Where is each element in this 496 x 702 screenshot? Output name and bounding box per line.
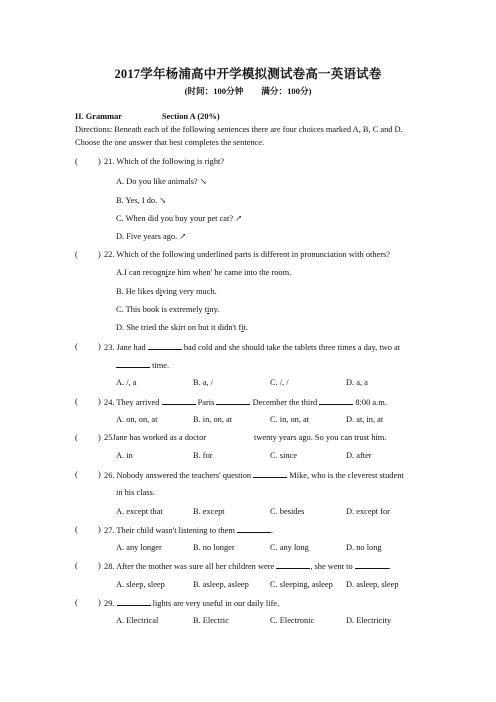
answer-paren-open: ( [75, 250, 78, 259]
q21-option-b: B. Yes, I do. ↘ [116, 196, 167, 205]
q23-option-b: B. a, / [193, 378, 214, 387]
directions-line-2: Choose the one answer that best completes the sentence. [75, 138, 265, 147]
q28-option-a: A. sleep, sleep [116, 580, 165, 589]
q28-option-c: C. sleeping, asleep [270, 580, 333, 589]
q26-option-b: B. except [193, 507, 225, 516]
answer-blank [319, 397, 353, 405]
answer-blank [117, 598, 151, 606]
answer-paren-close: ) [98, 342, 101, 351]
section-part: II. Grammar [75, 112, 122, 121]
question-25-stem-b: twenty years ago. So you can trust him. [254, 433, 387, 442]
time-limit: (时间：100分钟 [184, 86, 244, 96]
q25-option-b: B. for [193, 451, 213, 460]
section-name: Section A (20%) [162, 112, 220, 121]
answer-paren-open: ( [75, 525, 78, 534]
q22-option-a: A.I can recognize him when' he came into the room. [116, 268, 292, 277]
q25-option-d: D. after [346, 451, 372, 460]
question-29-stem: 29. lights are very useful in our daily life. [104, 599, 280, 608]
q29-option-d: D. Electricity [346, 616, 392, 625]
answer-paren-close: ) [98, 561, 101, 570]
directions-line-1: Directions: Beneath each of the following sentences there are four choices marked A, B, C and D. [75, 125, 403, 134]
answer-blank [276, 561, 310, 569]
answer-paren-open: ( [75, 397, 78, 406]
answer-blank [237, 525, 271, 533]
answer-paren-close: ) [98, 157, 101, 166]
q26-option-c: C. besides [270, 507, 305, 516]
page-subtitle [0, 85, 496, 97]
q26-option-d: D. except for [346, 507, 390, 516]
q27-option-c: C. any long [270, 543, 309, 552]
q29-option-c: C. Electronic [270, 616, 315, 625]
q21-option-a: A. Do you like animals? ↘ [116, 177, 207, 186]
q26-option-a: A. except that [116, 507, 163, 516]
q25-option-a: A. in [116, 451, 133, 460]
answer-paren-open: ( [75, 598, 78, 607]
answer-paren-open: ( [75, 342, 78, 351]
question-26-stem: 26. Nobody answered the teachers' question Mike, who is the cleverest student [104, 471, 404, 480]
q21-option-c: C. When did you buy your pet cat? ↗ [116, 214, 243, 223]
answer-paren-close: ) [98, 470, 101, 479]
full-score: 满分：100分) [261, 86, 312, 96]
q25-option-c: C. since [270, 451, 297, 460]
answer-blank [162, 397, 196, 405]
underlined-letter: i [207, 305, 210, 314]
answer-paren-close: ) [98, 433, 101, 442]
q21-option-d: D. Five years ago. ↗ [116, 232, 187, 241]
answer-blank [148, 342, 182, 350]
page-title: 2017学年杨浦高中开学模拟测试卷高一英语试卷 [114, 67, 382, 81]
q29-option-a: A. Electrical [116, 616, 159, 625]
question-21-stem: 21. Which of the following is right? [104, 157, 225, 166]
q27-option-a: A. any longer [116, 543, 162, 552]
answer-paren-close: ) [98, 250, 101, 259]
answer-paren-open: ( [75, 561, 78, 570]
answer-paren-open: ( [75, 433, 78, 442]
question-22-stem: 22. Which of the following underlined parts is different in pronunciation with others? [104, 250, 391, 259]
answer-paren-close: ) [98, 397, 101, 406]
q28-option-b: B. asleep, asleep [193, 580, 249, 589]
q23-option-a: A. /, a [116, 378, 137, 387]
question-26-stem-cont: in his class. [116, 488, 155, 497]
answer-paren-close: ) [98, 598, 101, 607]
answer-blank [216, 397, 250, 405]
answer-paren-open: ( [75, 157, 78, 166]
q27-option-d: D. no long [346, 543, 382, 552]
q23-option-d: D. a, a [346, 378, 368, 387]
answer-blank [116, 360, 150, 368]
q22-option-b: B. He likes diving very much. [116, 287, 217, 296]
q23-option-c: C. /, / [270, 378, 289, 387]
underlined-letter: i [241, 323, 244, 332]
answer-paren-close: ) [98, 525, 101, 534]
answer-blank [355, 561, 389, 569]
q24-option-c: C. in, on, at [270, 415, 310, 424]
answer-blank [253, 470, 287, 478]
q29-option-b: B. Electric [193, 616, 229, 625]
q24-option-b: B. in, on, at [193, 415, 233, 424]
question-25-stem-a: 25Jane has worked as a doctor [104, 433, 207, 442]
q22-option-d: D. She tried the skirt on but it didn't fit. [116, 323, 249, 332]
q27-option-b: B. no longer [193, 543, 235, 552]
underlined-letter: i [165, 268, 168, 277]
question-23-stem: 23. Jane had bad cold and she should take the tablets three times a day, two at [104, 343, 401, 352]
answer-paren-open: ( [75, 470, 78, 479]
q22-option-c: C. This book is extremely tiny. [116, 305, 220, 314]
q28-option-d: D. asleep, sleep [346, 580, 399, 589]
q24-option-d: D. at, in, at [346, 415, 384, 424]
underlined-letter: i [159, 287, 163, 296]
question-27-stem: 27. Their child wasn't listening to them . [104, 526, 274, 535]
question-24-stem: 24. They arrived Paris December the third 8:00 a.m. [104, 398, 387, 407]
q24-option-a: A. on, on, at [116, 415, 158, 424]
question-28-stem: 28. After the mother was sure all her children were , she went to . [104, 562, 391, 571]
question-23-stem-cont: time. [116, 360, 169, 370]
